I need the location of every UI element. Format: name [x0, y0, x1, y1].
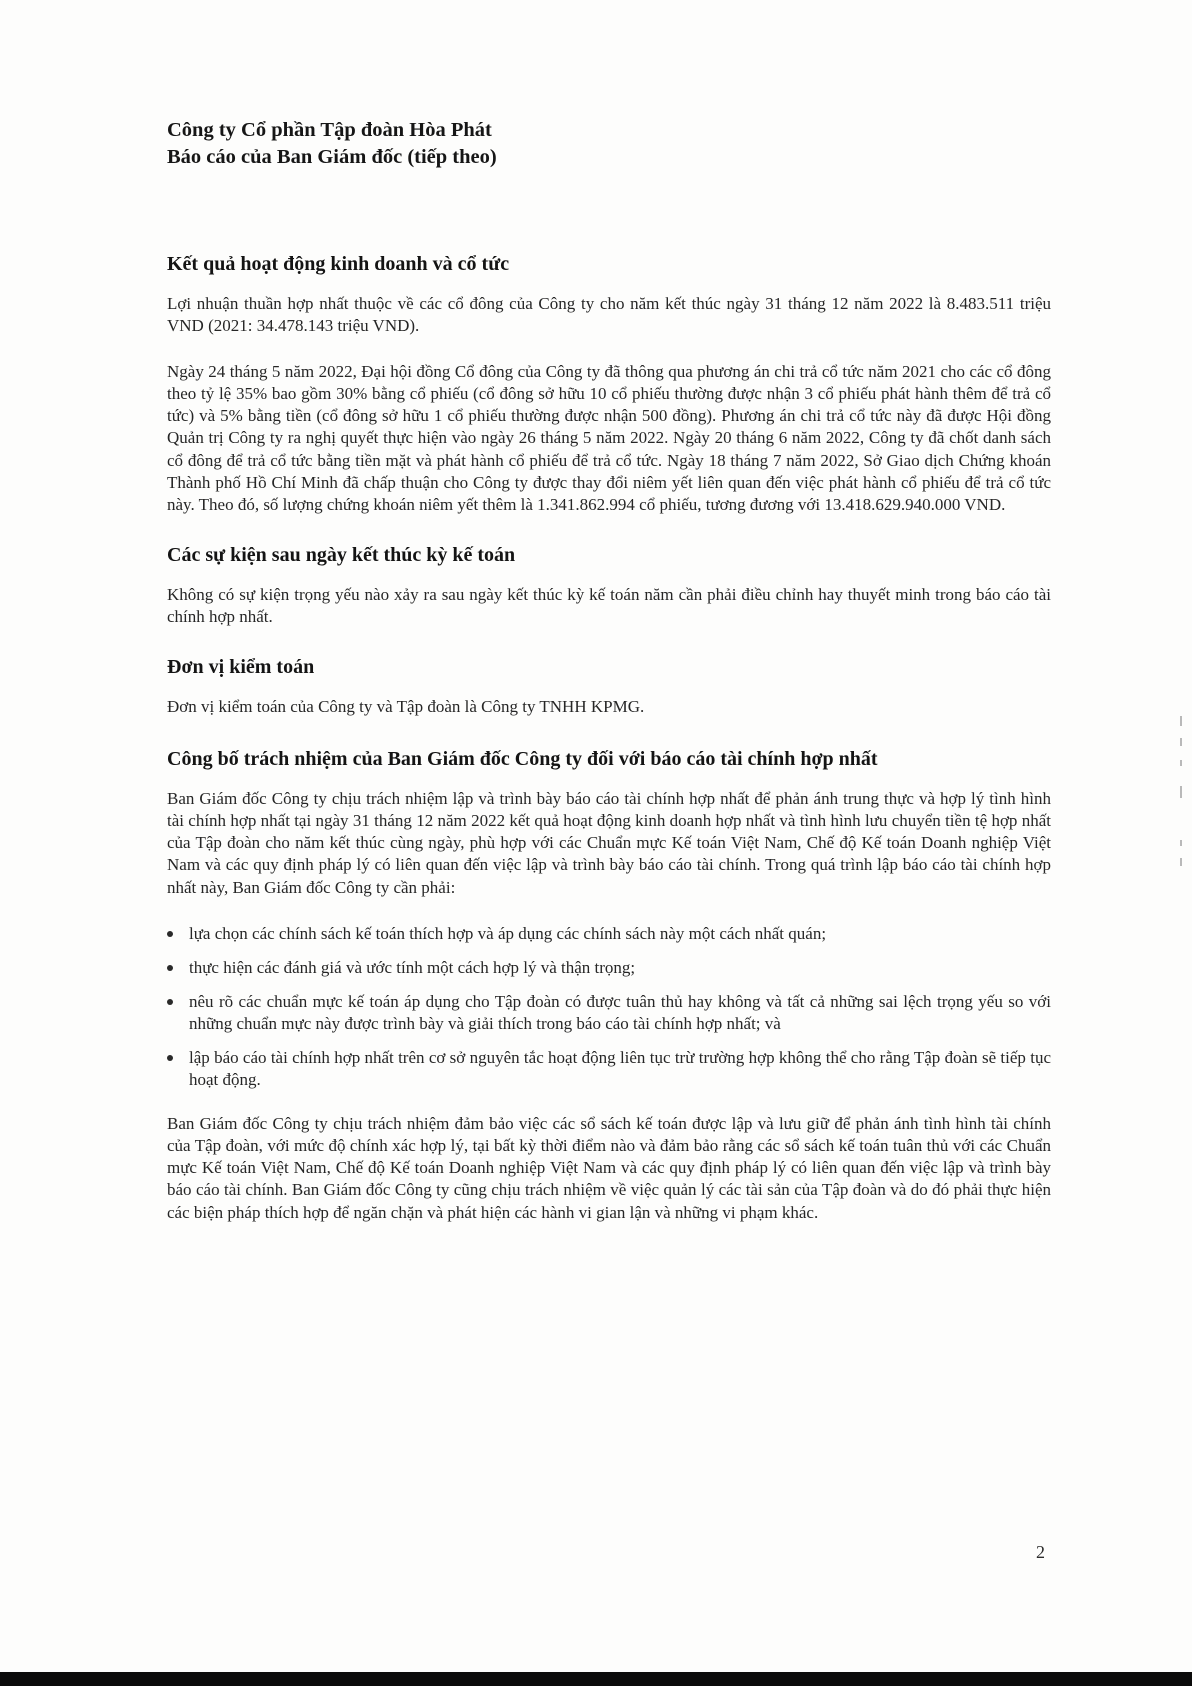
section-heading-auditor: Đơn vị kiểm toán: [167, 656, 315, 679]
list-item: [167, 957, 1051, 979]
paragraph-responsibility-intro: Ban Giám đốc Công ty chịu trách nhiệm lập và trình bày báo cáo tài chính hợp nhất để phản ánh trung thực và hợp lý tình hình tài chính hợp nhất tại ngày 31 tháng 12 năm 2022 kết quả hoạt động kinh doanh hợp nhất và tình hình lưu chuyển tiền tệ hợp nhất của Tập đoàn cho năm kết thúc cùng ngày, phù hợp với các Chuẩn mực Kế toán Việt Nam, Chế độ Kế toán Doanh nghiệp Việt Nam và các quy định pháp lý có liên quan đến việc lập và trình bày báo cáo tài chính. Trong quá trình lập báo cáo tài chính hợp nhất này, Ban Giám đốc Công ty cần phải:: [167, 789, 1051, 897]
section-results: [167, 251, 1051, 516]
list-item: [167, 923, 1051, 945]
company-name: Công ty Cổ phần Tập đoàn Hòa Phát: [167, 119, 492, 141]
section-heading-responsibility: Công bố trách nhiệm của Ban Giám đốc Công ty đối với báo cáo tài chính hợp nhất: [167, 748, 878, 771]
section-responsibility: [167, 746, 1051, 1224]
paragraph-responsibility-records: Ban Giám đốc Công ty chịu trách nhiệm đảm bảo việc các sổ sách kế toán được lập và lưu giữ để phản ánh tình hình tài chính của Tập đoàn, với mức độ chính xác hợp lý, tại bất kỳ thời điểm nào và đảm bảo rằng các sổ sách kế toán tuân thủ với các Chuẩn mực Kế toán Việt Nam, Chế độ Kế toán Doanh nghiệp Việt Nam và các quy định pháp lý có liên quan đến việc lập và trình bày báo cáo tài chính. Ban Giám đốc Công ty cũng chịu trách nhiệm về việc quản lý các tài sản của Tập đoàn và do đó phải thực hiện các biện pháp thích hợp để ngăn chặn và phát hiện các hành vi gian lận và những vi phạm khác.: [167, 1114, 1051, 1222]
list-item: [167, 1047, 1051, 1091]
scan-bottom-edge: [0, 1672, 1192, 1686]
section-events: [167, 542, 1051, 628]
list-item-text: nêu rõ các chuẩn mực kế toán áp dụng cho Tập đoàn có được tuân thủ hay không và tất cả những sai lệch trọng yếu so với những chuẩn mực này được trình bày và giải thích trong báo cáo tài chính hợp nhất; và: [189, 991, 1051, 1033]
bullet-icon: [167, 999, 173, 1005]
list-item-text: thực hiện các đánh giá và ước tính một cách hợp lý và thận trọng;: [189, 957, 636, 977]
section-auditor: [167, 654, 1051, 718]
bullet-icon: [167, 931, 173, 937]
report-title: Báo cáo của Ban Giám đốc (tiếp theo): [167, 146, 497, 168]
document-header: [167, 117, 1047, 171]
list-item-text: lựa chọn các chính sách kế toán thích hợp và áp dụng các chính sách này một cách nhất quán;: [189, 923, 827, 943]
paragraph-net-profit: Lợi nhuận thuần hợp nhất thuộc về các cổ đông của Công ty cho năm kết thúc ngày 31 tháng 12 năm 2022 là 8.483.511 triệu VND (2021: 34.478.143 triệu VND).: [167, 294, 1051, 336]
responsibility-list: [167, 923, 1051, 1092]
bullet-icon: [167, 1055, 173, 1061]
paragraph-auditor: Đơn vị kiểm toán của Công ty và Tập đoàn là Công ty TNHH KPMG.: [167, 697, 645, 717]
section-heading-results: Kết quả hoạt động kinh doanh và cổ tức: [167, 253, 510, 275]
list-item: [167, 991, 1051, 1035]
document-body: [167, 251, 1051, 1224]
section-heading-events: Các sự kiện sau ngày kết thúc kỳ kế toán: [167, 543, 516, 566]
list-item-text: lập báo cáo tài chính hợp nhất trên cơ sở nguyên tắc hoạt động liên tục trừ trường hợp không thể cho rằng Tập đoàn sẽ tiếp tục hoạt động.: [189, 1047, 1051, 1090]
paragraph-events: Không có sự kiện trọng yếu nào xảy ra sau ngày kết thúc kỳ kế toán năm cần phải điều chỉnh hay thuyết minh trong báo cáo tài chính hợp nhất.: [167, 584, 1051, 626]
page-number: 2: [1036, 1542, 1045, 1562]
bullet-icon: [167, 965, 173, 971]
scan-margin-marks: [1178, 716, 1184, 876]
paragraph-dividend: Ngày 24 tháng 5 năm 2022, Đại hội đồng Cổ đông của Công ty đã thông qua phương án chi trả cổ tức năm 2021 cho các cổ đông theo tỷ lệ 35% bao gồm 30% bằng cổ phiếu (cổ đông sở hữu 10 cổ phiếu thường được nhận 3 cổ phiếu phát hành thêm để trả cổ tức) và 5% bằng tiền (cổ đông sở hữu 1 cổ phiếu thường được nhận 500 đồng). Phương án chi trả cổ tức này đã được Hội đồng Quản trị Công ty ra nghị quyết thực hiện vào ngày 26 tháng 5 năm 2022. Ngày 20 tháng 6 năm 2022, Công ty đã chốt danh sách cổ đông để trả cổ tức bằng tiền mặt và phát hành cổ phiếu để trả cổ tức. Ngày 18 tháng 7 năm 2022, Sở Giao dịch Chứng khoán Thành phố Hồ Chí Minh đã chấp thuận cho Công ty được thay đổi niêm yết liên quan đến việc phát hành cổ phiếu để trả cổ tức này. Theo đó, số lượng chứng khoán niêm yết thêm là 1.341.862.994 cổ phiếu, tương đương với 13.418.629.940.000 VND.: [167, 362, 1051, 514]
